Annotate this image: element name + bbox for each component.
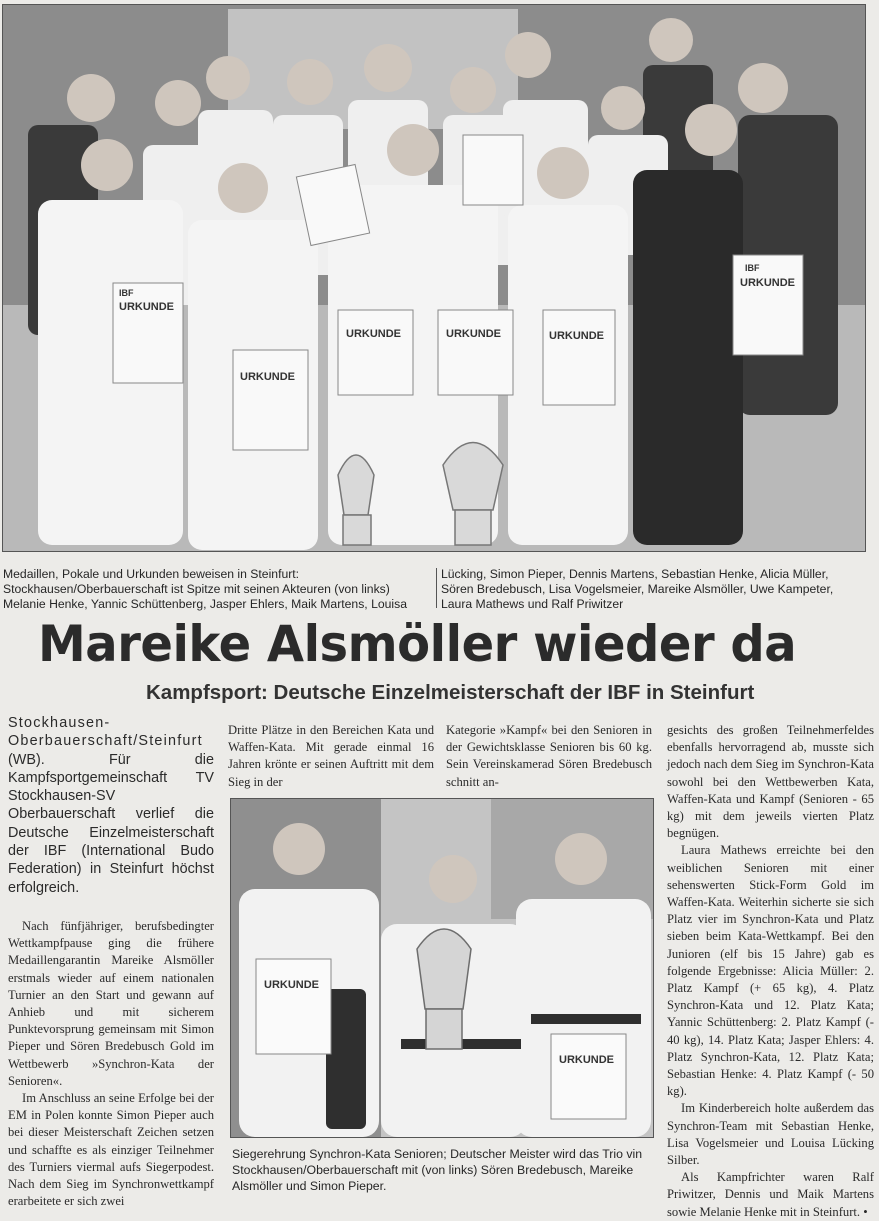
subheadline: Kampfsport: Deutsche Einzelmeisterschaft der IBF in Steinfurt — [146, 681, 755, 704]
col1-paragraph-1: Nach fünfjähriger, berufsbedingter Wettkampfpause ging die frühere Medaillengarantin Mareike Alsmöller erstmals wieder auf einem nationalen Turnier an den Start und gewann auf Anhieb und mit sicherem Punktevorsprung gemeinsam mit Simon Pieper und Sören Bredebusch Gold im Wettbewerb »Synchron-Kata der Senioren«. — [8, 919, 214, 1088]
column-2-top — [228, 722, 434, 791]
caption-divider — [436, 568, 437, 608]
top-photo-caption-left: Medaillen, Pokale und Urkunden beweisen in Steinfurt: Stockhausen/Oberbauerschaft ist Spitze mit seinen Akteuren (von links) Melanie Henke, Yannic Schüttenberg, Jasper Ehlers, Maik Martens, Louisa — [3, 567, 407, 611]
certificate-logo-2: IBF — [745, 263, 760, 273]
dateline: Stockhausen-Oberbauerschaft/Steinfurt — [8, 715, 203, 750]
certificate-label-5: URKUNDE — [549, 330, 604, 342]
column-3-top — [446, 722, 652, 791]
top-photo-caption-right: Lücking, Simon Pieper, Dennis Martens, Sebastian Henke, Alicia Müller, Sören Bredebusch, Lisa Vogelsmeier, Mareike Alsmöller, Uwe Kampeter, Laura Mathews und Ralf Priwitzer — [441, 567, 834, 611]
column-4-body — [667, 722, 874, 1221]
col4-paragraph-2: Laura Mathews erreichte bei den weiblichen Senioren mit einer sehenswerten Stick-Form Gold im Waffen-Kata. Weiterhin sicherte sie sich Platz vier im Synchron-Kata und Platz sieben beim Kata-Wettkampf. Bei den Junioren (elf bis 15 Jahre) gab es folgende Ergebnisse: Alicia Müller: 2. Platz Kampf (+ 65 kg), 4. Platz Synchron-Kata und 12. Platz Kata; Yannic Schüttenberg: 2. Platz Kampf (- 40 kg), 14. Platz Kata; Jasper Ehlers: 4. Platz Synchron-Kata, 12. Platz Kata; Sebastian Henke: 4. Platz Kampf (- 50 kg). — [667, 843, 874, 1099]
col3-paragraph: Kategorie »Kampf« bei den Senioren in der Gewichtsklasse Senioren bis 60 kg. Sein Vereinskamerad Sören Bredebusch schnitt an- — [446, 723, 652, 789]
headline: Mareike Alsmöller wieder da — [38, 615, 797, 673]
winners-photo-caption: Siegerehrung Synchron-Kata Senioren; Deutscher Meister wird das Trio vin Stockhausen/Oberbauerschaft mit (von links) Sören Bredebusch, Mareike Alsmöller und Simon Pieper. — [232, 1147, 643, 1193]
winners-photo-drawing — [231, 799, 653, 1137]
certificate-label-6: URKUNDE — [740, 277, 795, 289]
certificate-label-2: URKUNDE — [240, 371, 295, 383]
lead-paragraph — [8, 714, 214, 897]
col2-paragraph: Dritte Plätze in den Bereichen Kata und Waffen-Kata. Mit gerade einmal 16 Jahren krönte er seinen Auftritt mit dem Sieg in der — [228, 723, 434, 789]
certificate-label-4: URKUNDE — [446, 328, 501, 340]
column-1-body — [8, 918, 214, 1210]
col4-paragraph-3: Im Kinderbereich holte außerdem das Synchron-Team mit Sebastian Henke, Lisa Vogelsmeier und Louisa Lücking Silber. — [667, 1101, 874, 1168]
lead-text: (WB). Für die Kampfsportgemeinschaft TV Stockhausen-SV Oberbauerschaft verlief die Deutsche Einzelmeisterschaft der IBF (International Budo Federation) in Steinfurt höchst erfolgreich. — [8, 751, 214, 896]
winners-certificate-label-1: URKUNDE — [264, 979, 319, 991]
team-photo-drawing — [3, 5, 865, 551]
certificate-logo-1: IBF — [119, 288, 134, 298]
winners-photo — [230, 798, 654, 1138]
certificate-label-1: URKUNDE — [119, 301, 174, 313]
col4-paragraph-1: gesichts des großen Teilnehmerfeldes ebenfalls hervorragend ab, musste sich jedoch nach dem Sieg im Synchron-Kata sowohl bei den Wettbewerben Kata, Waffen-Kata und Kampf (Senioren - 65 kg) mit dem jeweils vierten Platz begnügen. — [667, 723, 874, 841]
certificate-label-3: URKUNDE — [346, 328, 401, 340]
winners-certificate-label-2: URKUNDE — [559, 1054, 614, 1066]
team-photo — [2, 4, 866, 552]
col4-paragraph-4: Als Kampfrichter waren Ralf Priwitzer, Dennis und Maik Martens sowie Melanie Henke mit in Steinfurt. • — [667, 1170, 874, 1219]
col1-paragraph-2: Im Anschluss an seine Erfolge bei der EM in Polen konnte Simon Pieper auch bei dieser Meisterschaft Zeichen setzen und schaffte es als einziger Teilnehmer des Turniers viermal aufs Siegerpodest. Nach dem Sieg im Synchronwettkampf erarbeitete er sich zwei — [8, 1091, 214, 1209]
